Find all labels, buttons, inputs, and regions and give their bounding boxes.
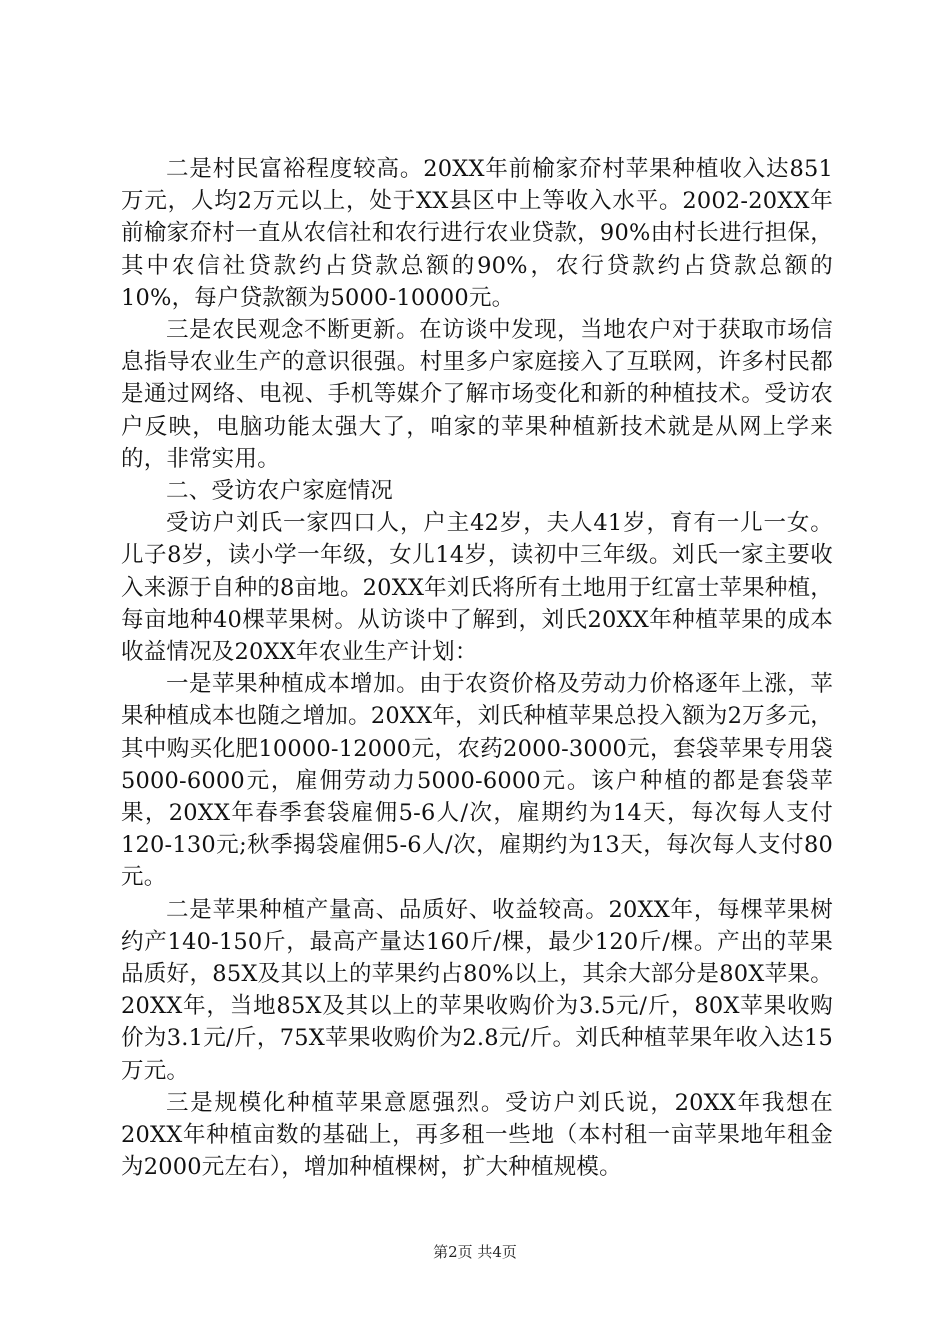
paragraph-village-wealth: 二是村民富裕程度较高。20XX年前榆家夼村苹果种植收入达851万元，人均2万元以上，处于XX县区中上等收入水平。2002-20XX年前榆家夼村一直从农信社和农行进行农业贷款，90%由村长进行担保，其中农信社贷款约占贷款总额的90%，农行贷款约占贷款总额的10%，每户贷款额为5000-10000元。 (121, 156, 833, 311)
paragraph-yield-quality: 二是苹果种植产量高、品质好、收益较高。20XX年，每棵苹果树约产140-150斤，最高产量达160斤/棵，最少120斤/棵。产出的苹果品质好，85X及其以上的苹果约占80%以上，其余大部分是80X苹果。20XX年，当地85X及其以上的苹果收购价为3.5元/斤，80X苹果收购价为3.1元/斤，75X苹果收购价为2.8元/斤。刘氏种植苹果年收入达15万元。 (121, 896, 833, 1084)
paragraph-expansion-plan: 三是规模化种植苹果意愿强烈。受访户刘氏说，20XX年我想在20XX年种植亩数的基础上，再多租一些地（本村租一亩苹果地年租金为2000元左右），增加种植棵树，扩大种植规模。 (121, 1089, 833, 1181)
paragraph-household-intro: 受访户刘氏一家四口人，户主42岁，夫人41岁，育有一儿一女。儿子8岁，读小学一年级，女儿14岁，读初中三年级。刘氏一家主要收入来源于自种的8亩地。20XX年刘氏将所有土地用于红富士苹果种植，每亩地种40棵苹果树。从访谈中了解到，刘氏20XX年种植苹果的成本收益情况及20XX年农业生产计划： (121, 510, 833, 666)
section-heading-household: 二、受访农户家庭情况 (166, 478, 394, 505)
page-number-footer: 第2页 共4页 (433, 1243, 517, 1261)
paragraph-farmer-mindset: 三是农民观念不断更新。在访谈中发现，当地农户对于获取市场信息指导农业生产的意识很强。村里多户家庭接入了互联网，许多村民都是通过网络、电视、手机等媒介了解市场变化和新的种植技术。受访农户反映，电脑功能太强大了，咱家的苹果种植新技术就是从网上学来的，非常实用。 (121, 317, 833, 472)
paragraph-cost-increase: 一是苹果种植成本增加。由于农资价格及劳动力价格逐年上涨，苹果种植成本也随之增加。20XX年，刘氏种植苹果总投入额为2万多元，其中购买化肥10000-12000元，农药2000-3000元，套袋苹果专用袋5000-6000元，雇佣劳动力5000-6000元。该户种植的都是套袋苹果，20XX年春季套袋雇佣5-6人/次，雇期约为14天，每次每人支付120-130元;秋季揭袋雇佣5-6人/次，雇期约为13天，每次每人支付80元。 (121, 671, 833, 891)
document-body (121, 153, 833, 1184)
